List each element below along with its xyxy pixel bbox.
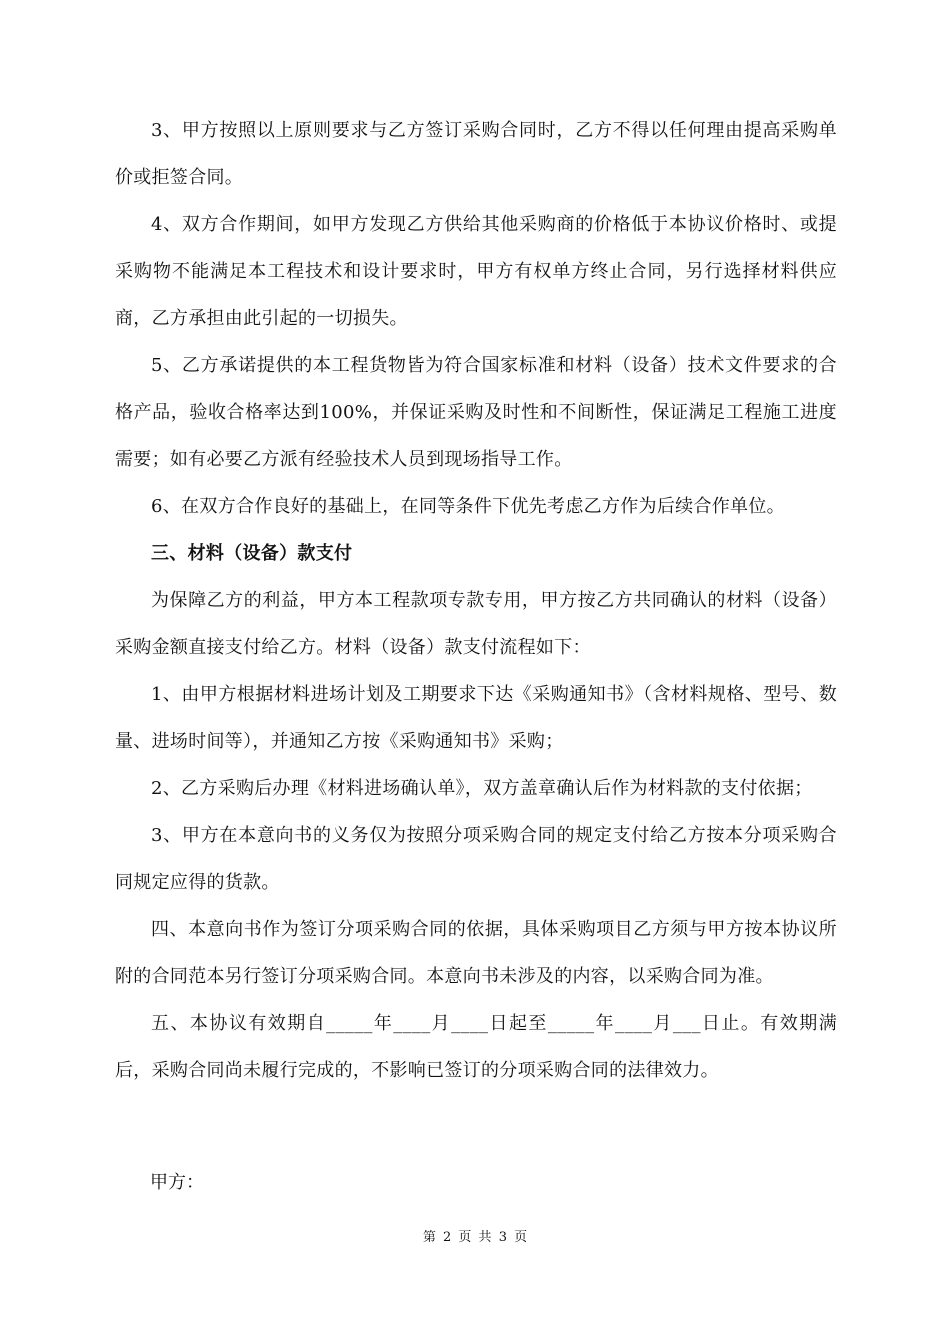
signature-party-a: 甲方： bbox=[150, 1172, 204, 1193]
paragraph-clause-5: 5、乙方承诺提供的本工程货物皆为符合国家标准和材料（设备）技术文件要求的合格产品，验收合格率达到100%，并保证采购及时性和不间断性，保证满足工程施工进度需要；如有必要乙方派有经验技术人员到现场指导工作。 bbox=[115, 355, 837, 470]
paragraph-clause-4: 4、双方合作期间，如甲方发现乙方供给其他采购商的价格低于本协议价格时、或提采购物不能满足本工程技术和设计要求时，甲方有权单方终止合同，另行选择材料供应商，乙方承担由此引起的一切损失。 bbox=[115, 214, 837, 329]
document-body bbox=[115, 107, 837, 1094]
paragraph-clause-6: 6、在双方合作良好的基础上，在同等条件下优先考虑乙方作为后续合作单位。 bbox=[151, 496, 785, 517]
paragraph-clause-3: 3、甲方按照以上原则要求与乙方签订采购合同时，乙方不得以任何理由提高采购单价或拒签合同。 bbox=[115, 120, 837, 188]
section-heading-payment: 三、材料（设备）款支付 bbox=[151, 543, 353, 564]
paragraph-section-5: 五、本协议有效期自_____年____月____日起至_____年____月___日止。有效期满后，采购合同尚未履行完成的，不影响已签订的分项采购合同的法律效力。 bbox=[115, 1013, 837, 1081]
paragraph-section-4: 四、本意向书作为签订分项采购合同的依据，具体采购项目乙方须与甲方按本协议所附的合同范本另行签订分项采购合同。本意向书未涉及的内容，以采购合同为准。 bbox=[115, 919, 837, 987]
paragraph-payment-step-3: 3、甲方在本意向书的义务仅为按照分项采购合同的规定支付给乙方按本分项采购合同规定应得的货款。 bbox=[115, 825, 837, 893]
paragraph-payment-step-2: 2、乙方采购后办理《材料进场确认单》，双方盖章确认后作为材料款的支付依据； bbox=[151, 778, 813, 799]
page-number-footer: 第 2 页 共 3 页 bbox=[422, 1230, 528, 1245]
paragraph-payment-intro: 为保障乙方的利益，甲方本工程款项专款专用，甲方按乙方共同确认的材料（设备）采购金额直接支付给乙方。材料（设备）款支付流程如下： bbox=[115, 590, 837, 658]
paragraph-payment-step-1: 1、由甲方根据材料进场计划及工期要求下达《采购通知书》（含材料规格、型号、数量、进场时间等），并通知乙方按《采购通知书》采购； bbox=[115, 684, 837, 752]
